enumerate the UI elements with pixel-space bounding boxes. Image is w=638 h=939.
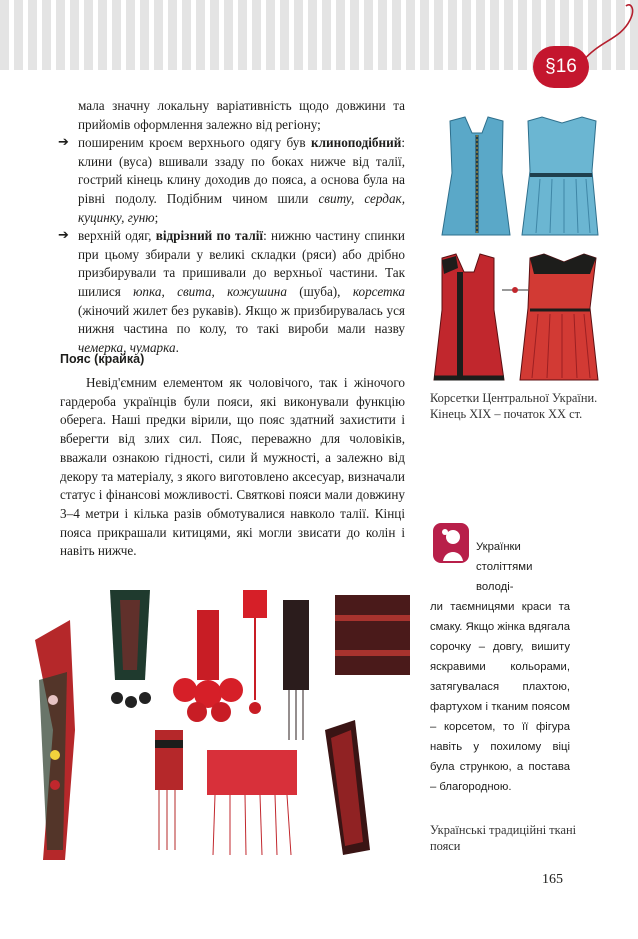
- section-heading: Пояс (крайка): [60, 352, 145, 366]
- belt-red-tie: [243, 590, 267, 714]
- figure-caption-corsets: Корсетки Центральної України. Кінець XIX – початок XX ст.: [430, 391, 598, 421]
- arrow-icon: ➔: [58, 228, 69, 244]
- sidebox-body: ли таємницями краси та смаку. Якщо жінка вдягала сорочку – довгу, вишиту яскравими кольорами, затягувалася плахтою, фартухом і тканим поясом – корсетом, то її фігура навіть у похилому віці була стрункою, а постава – благородною.: [430, 601, 570, 793]
- bullet-item: ➔ поширеним кроєм верхнього одягу був клиноподібний: клини (вуса) вшивали ззаду по боках нижче від талії, гострий кінець клину доходив до пояса, а основа була на рівні подолу. Подібним чином шили свиту, сердак, куцинку, гуню;: [58, 135, 405, 225]
- page-number: 165: [542, 872, 563, 887]
- belt-diagonal-red-green: [35, 620, 75, 860]
- belt-dark-striped: [283, 600, 309, 740]
- info-sidebox: [430, 537, 570, 797]
- arrow-icon: ➔: [58, 135, 69, 151]
- belt-red-fringe-1: [155, 730, 183, 850]
- thread-decoration: [580, 0, 638, 70]
- red-corset-front: [434, 254, 504, 380]
- belt-paragraph: Невід'ємним елементом як чоловічого, так і жіночого гардероба українців були пояси, які виконували функцію оберега. Наші предки вірили, що пояс здатний захистити і вберегти від злих сил. Пояс, переважно для чоловіків, вважали ознакою гідності, сили й мужності, а залежно від декору та матеріалу, з якого виготовлено аксесуар, визначали статус і фінансові можливості. Святкові пояси мали довжину 3–4 метри і кілька разів обмотувалися навколо талії. Кінці пояса прикрашали китицями, які могли звисати до колін і навіть нижче.: [60, 375, 405, 559]
- belt-red-fringe-2: [207, 750, 297, 855]
- belt-dark-red-long: [325, 720, 370, 855]
- belt-brown-wide: [335, 595, 410, 675]
- woven-belts-illustration: [25, 580, 415, 880]
- blue-corset-back: [522, 117, 598, 235]
- bullet-item: ➔ верхній одяг, відрізний по талії: нижню частину спинки при цьому збирали у великі складки (ряси) або дрібно призбирували та пришивали до верхньої частини. Так шилися юпка, свита, кожушина (шуба), корсетка (жіночий жилет без рукавів). Якщо ж призбирувалась уся нижня частина по колу, то такі вироби мали назву чемерка, чумарка.: [58, 228, 405, 355]
- sidebox-lead: Українки століттями володі-: [476, 541, 533, 593]
- paragraph-continuation: мала значну локальну варіативність щодо довжини та прийомів оформлення залежно від регіону;: [78, 98, 405, 132]
- belt-red-pompoms: [173, 610, 243, 722]
- belt-green-tassels: [110, 590, 151, 708]
- section-badge: §16: [533, 46, 589, 88]
- figure-caption-belts: Українські традиційні ткані пояси: [430, 823, 577, 853]
- blue-corsets-illustration: [430, 113, 600, 240]
- red-corset-back: [520, 254, 598, 380]
- main-text: [60, 97, 405, 357]
- blue-corset-front: [442, 117, 510, 235]
- red-corsets-illustration: [430, 250, 600, 385]
- connector-ornament: [502, 287, 528, 293]
